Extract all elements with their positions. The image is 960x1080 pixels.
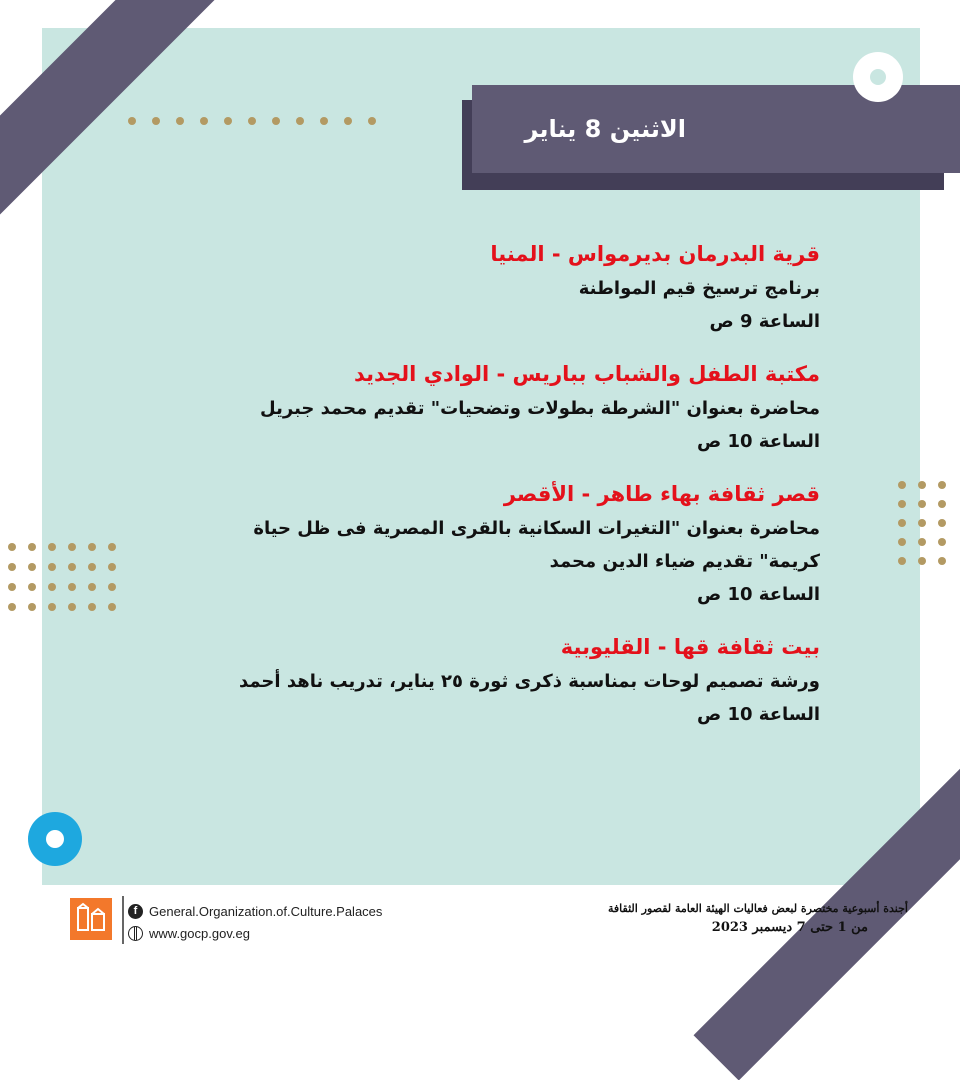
facebook-link[interactable] (128, 900, 382, 922)
decorative-dot (918, 500, 926, 508)
decorative-dot (28, 563, 36, 571)
decorative-dot (8, 543, 16, 551)
decorative-dot (48, 543, 56, 551)
decorative-dot (296, 117, 304, 125)
website-link[interactable] (128, 922, 382, 944)
event-time: الساعة 10 ص (696, 431, 820, 452)
ring-decoration-blue-icon (28, 812, 82, 866)
decorative-dot (224, 117, 232, 125)
decorative-dot (248, 117, 256, 125)
decorative-dot (68, 583, 76, 591)
event-item (200, 356, 820, 458)
event-venue: مكتبة الطفل والشباب بباريس - الوادي الجديد (354, 362, 820, 386)
decorative-dot (898, 481, 906, 489)
decorative-dot (938, 500, 946, 508)
decorative-dot (898, 500, 906, 508)
decorative-dot (938, 481, 946, 489)
decorative-dot (176, 117, 184, 125)
decorative-dot (918, 557, 926, 565)
decorative-dot (88, 543, 96, 551)
event-item (200, 629, 820, 731)
event-time: الساعة 10 ص (696, 704, 820, 725)
decorative-dot (938, 519, 946, 527)
decorative-dot (68, 603, 76, 611)
event-list (200, 236, 820, 749)
ring-decoration-white-icon (853, 52, 903, 102)
decorative-dot (28, 603, 36, 611)
decorative-dot (88, 603, 96, 611)
decorative-dot (108, 603, 116, 611)
decorative-dot (918, 538, 926, 546)
date-heading: الاثنين 8 يناير (524, 115, 686, 143)
decorative-dot (108, 543, 116, 551)
decorative-dot (200, 117, 208, 125)
event-description: كريمة" تقديم ضياء الدين محمد (549, 551, 820, 572)
palace-logo-icon (74, 902, 108, 936)
facebook-icon: f (128, 904, 143, 919)
decorative-dot (8, 603, 16, 611)
decorative-dot (272, 117, 280, 125)
decorative-dot (48, 603, 56, 611)
decorative-dot (8, 583, 16, 591)
globe-icon (128, 926, 143, 941)
website-url: www.gocp.gov.eg (149, 925, 250, 941)
decorative-dot (88, 583, 96, 591)
facebook-page-name: General.Organization.of.Culture.Palaces (149, 903, 383, 919)
event-venue: قرية البدرمان بديرمواس - المنيا (490, 242, 820, 266)
event-description: ورشة تصميم لوحات بمناسبة ذكرى ثورة ٢٥ يناير، تدريب ناهد أحمد (238, 671, 820, 692)
decorative-dot (938, 557, 946, 565)
decorative-dot (938, 538, 946, 546)
event-item (200, 236, 820, 338)
event-description: برنامج ترسيخ قيم المواطنة (578, 278, 820, 299)
decorative-dot (28, 583, 36, 591)
decorative-dot (108, 563, 116, 571)
decorative-dot (368, 117, 376, 125)
event-time: الساعة 9 ص (709, 311, 820, 332)
agenda-period: من 1 حتى 7 ديسمبر 2023 (711, 920, 868, 935)
decorative-dot (48, 563, 56, 571)
decorative-dot (128, 117, 136, 125)
decorative-dot (28, 543, 36, 551)
decorative-dot (918, 519, 926, 527)
event-description: محاضرة بعنوان "التغيرات السكانية بالقرى المصرية فى ظل حياة (253, 518, 820, 539)
decorative-dot (48, 583, 56, 591)
event-venue: قصر ثقافة بهاء طاهر - الأقصر (503, 482, 820, 506)
event-time: الساعة 10 ص (696, 584, 820, 605)
decorative-dot (898, 519, 906, 527)
decorative-dot (68, 563, 76, 571)
decorative-dot (68, 543, 76, 551)
footer-agenda-info (578, 900, 908, 938)
decorative-dot (898, 557, 906, 565)
decorative-dot (152, 117, 160, 125)
footer-divider (122, 896, 124, 944)
decorative-dot (918, 481, 926, 489)
footer-social-links (128, 900, 382, 944)
decorative-dot (88, 563, 96, 571)
event-item (200, 476, 820, 611)
organization-logo (70, 898, 112, 940)
event-description: محاضرة بعنوان "الشرطة بطولات وتضحيات" تقديم محمد جبريل (260, 398, 820, 419)
decorative-dot (8, 563, 16, 571)
decorative-dot (898, 538, 906, 546)
decorative-dot (344, 117, 352, 125)
decorative-dot (320, 117, 328, 125)
agenda-description: أجندة أسبوعية مختصرة لبعض فعاليات الهيئة العامة لقصور الثقافة (608, 902, 908, 915)
decorative-dot (108, 583, 116, 591)
event-venue: بيت ثقافة قها - القليوبية (560, 635, 820, 659)
